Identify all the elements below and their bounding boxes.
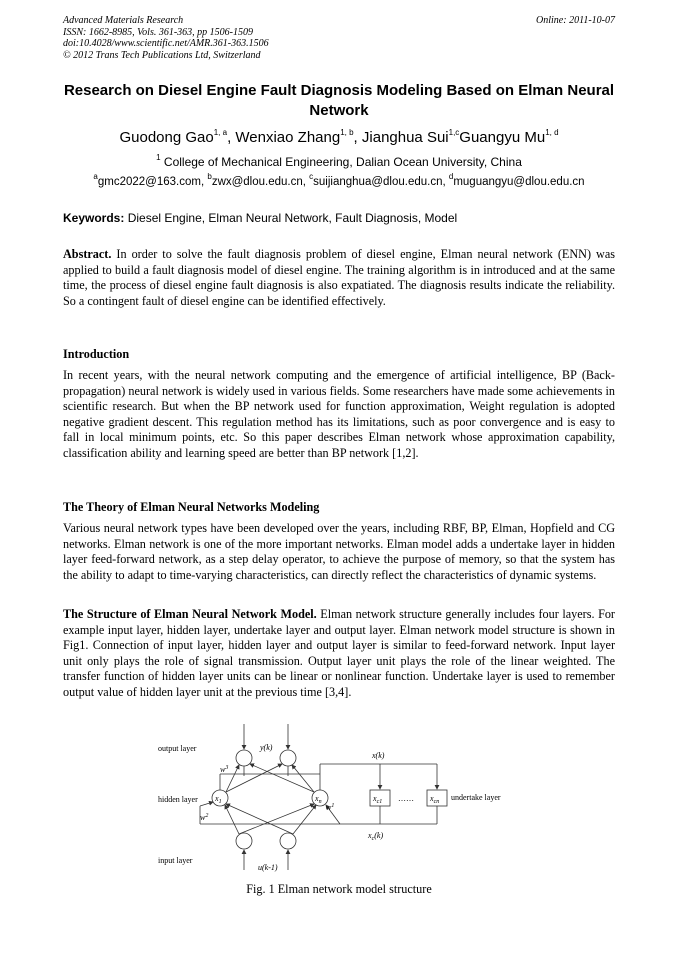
issn-line: ISSN: 1662-8985, Vols. 361-363, pp 1506-1509 xyxy=(63,26,253,38)
author-sup: 1, b xyxy=(340,128,354,137)
author-sup: 1, d xyxy=(545,128,559,137)
figure-caption: Fig. 1 Elman network model structure xyxy=(246,882,432,896)
structure-text xyxy=(63,607,615,701)
theory-heading: The Theory of Elman Neural Networks Modeling xyxy=(63,500,320,514)
introduction-heading: Introduction xyxy=(63,347,130,361)
author-name: Guodong Gao xyxy=(119,129,214,146)
author-list: Guodong Gao$^{1, a}$, Wenxiao Zhang$^{1, b}$, Jianghua Sui$^{1,c}$Guangyu Mu$^{1, d}$ xyxy=(119,128,559,146)
affiliation xyxy=(63,155,615,169)
undertake-layer-label: undertake layer xyxy=(451,793,501,802)
introduction-text: In recent years, with the neural network computing and the emergence of artificial intelligence, BP (Back-propagation) neural network is widely used in various fields. Some researchers have made some achievements in scientific research. But when the BP network used for function approximation, Weight regulation is adopted negative gradient descent. This regulation method has its limitations, such as poor convergence and is easy to fall in local minimum points, etc. So this paper describes Elman network whose approximation capability, classification ability and learning speed are better than BP network [1,2]. xyxy=(63,368,615,460)
x1-node-label: $x_1$ xyxy=(215,794,222,805)
input-node xyxy=(280,833,296,849)
email-sup: c xyxy=(309,172,314,182)
author-name: Guangyu Mu xyxy=(459,129,546,146)
input-node xyxy=(236,833,252,849)
xn-node-label: $x_n$ xyxy=(315,794,322,805)
output-node xyxy=(280,750,296,766)
output-layer-label: output layer xyxy=(158,744,197,753)
xc1-box-label: $x_{c1}$ xyxy=(373,794,383,805)
structure-body: Elman network structure generally includes four layers. For example input layer, hidden layer, undertake layer and output layer. Elman network model structure is shown in Fig1. Connection of input layer, hidden layer and output layer is similar to feed-forward network. Input layer unit only plays the role of signal transmission. Output layer unit plays the role of the linear weighted. The transfer function of hidden layer units can be linear or nonlinear function. Undertake layer is used to remember output value of hidden layer unit at the previous time [3,4]. xyxy=(63,607,615,699)
w2-label: $w^2$ xyxy=(200,813,209,822)
journal-name: Advanced Materials Research xyxy=(63,15,184,26)
output-node xyxy=(236,750,252,766)
xc-label: $x_c(k)$ xyxy=(368,831,384,842)
email-link[interactable]: muguangyu@dlou.edu.cn xyxy=(453,176,585,188)
hidden-layer-label: hidden layer xyxy=(158,795,198,804)
email-link[interactable]: suijianghua@dlou.edu.cn, xyxy=(313,176,449,188)
author-sup: 1, a xyxy=(213,128,228,137)
abstract-label: Abstract. xyxy=(63,247,112,261)
input-layer-label: input layer xyxy=(158,856,193,865)
theory-text: Various neural network types have been developed over the years, including RBF, BP, Elman, Hopfield and CG networks. Elman network is one of the more important networks. Elman model adds a undertake layer in hidden layer feed-forward network, as a step delay operator, to achieve the purpose of memory, so that the system has the ability to adapt to time-varying characteristics, can directly reflect the characteristics of dynamic systems. xyxy=(63,521,615,582)
online-date: Online: 2011-10-07 xyxy=(536,15,615,26)
author-sup: 1,c xyxy=(448,128,460,137)
email-sup: b xyxy=(207,172,212,182)
doi-line: doi:10.4028/www.scientific.net/AMR.361-363.1506 xyxy=(63,38,269,49)
abstract xyxy=(63,247,615,309)
header-meta xyxy=(63,15,269,61)
structure-label: The Structure of Elman Neural Network Model. xyxy=(63,607,317,621)
author-name: Jianghua Sui xyxy=(361,129,449,146)
ellipsis: …… xyxy=(398,794,414,803)
affiliation-text: College of Mechanical Engineering, Dalian Ocean University, China xyxy=(163,155,522,169)
y-label: y(k) xyxy=(260,743,273,752)
email-link[interactable]: zwx@dlou.edu.cn, xyxy=(211,176,310,188)
email-list xyxy=(63,172,615,188)
abstract-text: In order to solve the fault diagnosis problem of diesel engine, Elman neural network (ENN) was applied to build a fault diagnosis model of diesel engine. The training algorithm is in introduced and at the same time, the process of diesel engine fault diagnosis is also expatiated. The diagnosis results indicate the reliability. So a contingent fault of diesel engine can be identified effectively. xyxy=(63,247,615,308)
u-label: u(k-1) xyxy=(258,863,278,872)
xcn-box-label: $x_{cn}$ xyxy=(430,794,440,805)
keywords xyxy=(63,211,615,225)
affiliation-sup: 1 xyxy=(156,153,161,162)
w3-label: $w^3$ xyxy=(220,765,229,774)
x-label: x(k) xyxy=(372,751,385,760)
keywords-text: Diesel Engine, Elman Neural Network, Fault Diagnosis, Model xyxy=(124,211,458,225)
author-name: Wenxiao Zhang xyxy=(235,129,341,146)
email-link[interactable]: gmc2022@163.com, xyxy=(97,176,208,188)
elman-network-figure xyxy=(140,720,540,880)
copyright-line: © 2012 Trans Tech Publications Ltd, Switzerland xyxy=(63,49,261,61)
keywords-label: Keywords: xyxy=(63,211,125,225)
email-sup: a xyxy=(93,172,98,182)
paper-title: Research on Diesel Engine Fault Diagnosis Modeling Based on Elman Neural Network xyxy=(63,82,615,119)
w1-label: $w^1$ xyxy=(326,803,335,812)
email-sup: d xyxy=(448,172,454,182)
